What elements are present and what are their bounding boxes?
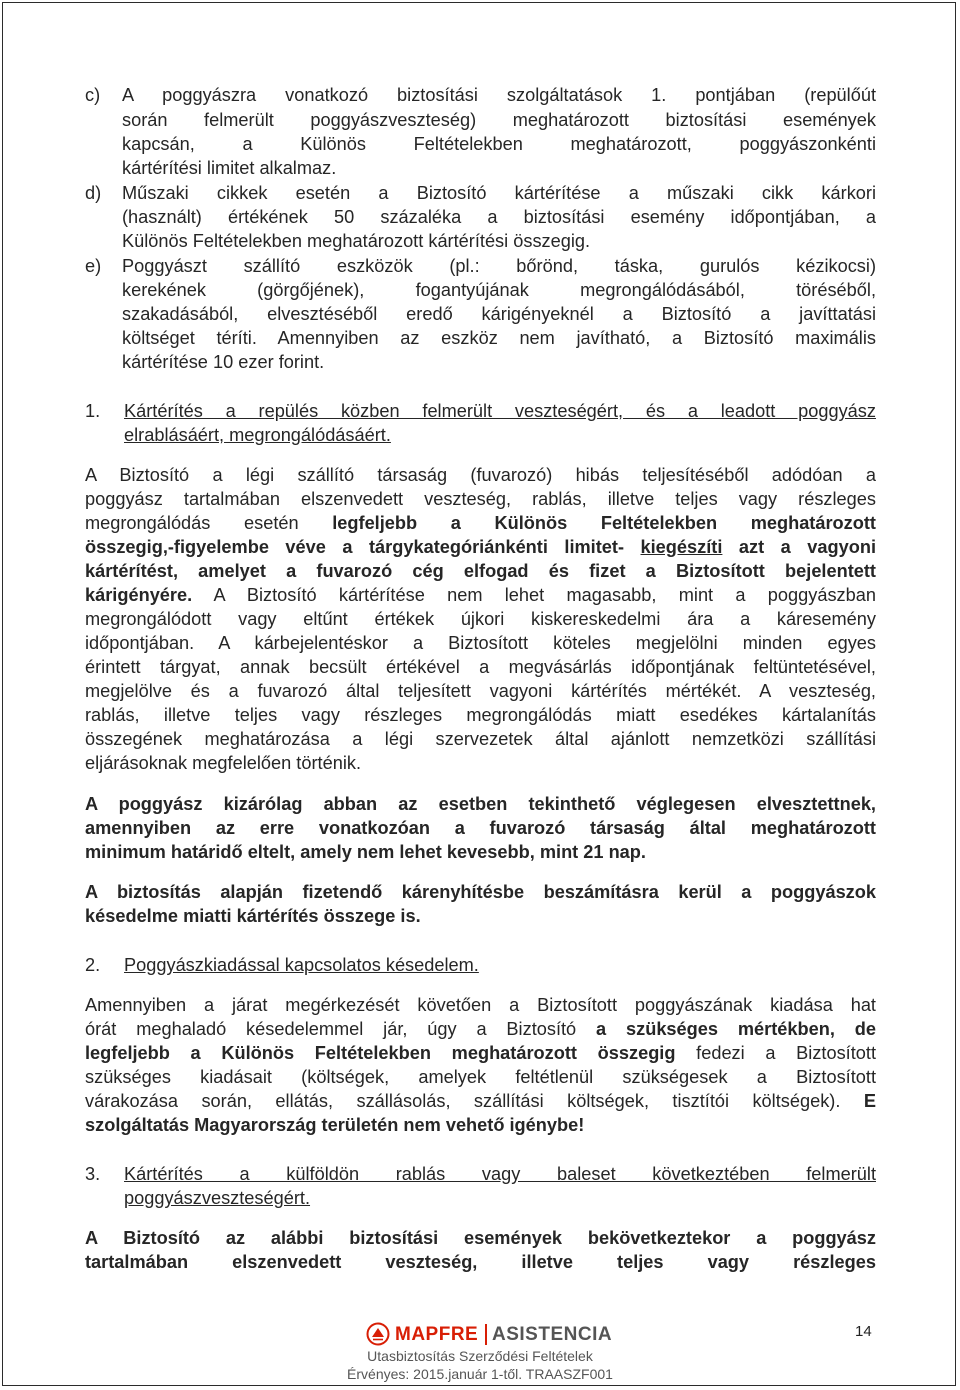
s1-p3-line-2: késedelme miatti kártérítés összege is. bbox=[85, 906, 421, 926]
section-1-heading-line-2: elrablásáért, megrongálódásáért. bbox=[124, 425, 391, 445]
logo-divider bbox=[485, 1324, 487, 1345]
list-label-e: e) bbox=[85, 256, 102, 276]
brand-name: MAPFRE bbox=[395, 1324, 479, 1345]
item-e-line-1: Poggyászt szállító eszközök (pl.: bőrönd, táska, gurulós kézikocsi) bbox=[122, 256, 876, 276]
item-c-line-2: során felmerült poggyászveszteség) meghatározott biztosítási események bbox=[122, 110, 876, 130]
mapfre-asistencia-logo bbox=[366, 1322, 613, 1348]
s1-p1-line-10: megjelölve és a fuvarozó által teljesített vagyoni kártérítés mértékét. A veszteség, bbox=[85, 681, 876, 701]
item-e-line-5: kártérítése 10 ezer forint. bbox=[122, 352, 325, 372]
item-c-line-3: kapcsán, a Különös Feltételekben meghatározott, poggyászonkénti bbox=[122, 134, 876, 154]
section-3-heading-line-1: Kártérítés a külföldön rablás vagy baleset következtében felmerült bbox=[124, 1164, 876, 1184]
s2-p-line-1: Amennyiben a járat megérkezését követően a Biztosított poggyászának kiadása hat bbox=[85, 995, 876, 1015]
s1-p1-line-13: eljárásoknak megfelelően történik. bbox=[85, 753, 362, 773]
item-d-line-3: Különös Feltételekben meghatározott kártérítési összegig. bbox=[122, 231, 591, 251]
mapfre-emblem-icon bbox=[366, 1322, 390, 1346]
item-d-line-2: (használt) értékének 50 százaléka a biztosítási esemény időpontjában, a bbox=[122, 207, 876, 227]
item-e-line-4: költséget téríti. Amennyiben az eszköz nem javítható, a Biztosító maximális bbox=[122, 328, 876, 348]
item-e-line-3: szakadásából, elvesztéséből eredő kárigényeknél a Biztosító a javíttatási bbox=[122, 304, 876, 324]
list-label-d: d) bbox=[85, 183, 102, 203]
item-d-line-1: Műszaki cikkek esetén a Biztosító kártérítése a műszaki cikk kárkori bbox=[122, 183, 876, 203]
page-number: 14 bbox=[855, 1323, 872, 1340]
s1-p1-line-12: összegének meghatározása a légi szervezetek által ajánlott nemzetközi szállítási bbox=[85, 729, 876, 749]
section-3-number: 3. bbox=[85, 1164, 101, 1184]
s3-p-line-2: tartalmában elszenvedett veszteség, illetve teljes vagy részleges bbox=[85, 1252, 876, 1272]
s1-p1-line-5: kártérítést, amelyet a fuvarozó cég elfogad és fizet a Biztosított bejelentett bbox=[85, 561, 876, 581]
s2-p-line-6: szolgáltatás Magyarország területén nem vehető igénybe! bbox=[85, 1115, 585, 1135]
s1-p1-line-3: megrongálódás esetén legfeljebb a Különös Feltételekben meghatározott bbox=[85, 513, 876, 533]
s1-p1-line-1: A Biztosító a légi szállító társaság (fuvarozó) hibás teljesítéséből adódóan a bbox=[85, 465, 876, 485]
s2-p-line-4: szükséges kiadásait (költségek, amelyek feltétlenül szükségesek a Biztosított bbox=[85, 1067, 876, 1087]
s2-p-line-5: várakozása során, ellátás, szállásolás, szállítási költségek, tisztítói költségek). E bbox=[85, 1091, 876, 1111]
list-label-c: c) bbox=[85, 85, 101, 105]
s1-p1-line-8: időpontjában. A kárbejelentéskor a Biztosított köteles megjelölni minden egyes bbox=[85, 633, 876, 653]
footer-document-title: Utasbiztosítás Szerződési Feltételek bbox=[367, 1348, 593, 1364]
s1-p1-line-6: kárigényére. A Biztosító kártérítése nem lehet magasabb, mint a poggyászban bbox=[85, 585, 876, 605]
s1-p1-line-7: megrongálódott vagy eltűnt értékek újkori kiskereskedelmi ára a káresemény bbox=[85, 609, 876, 629]
s1-p1-line-9: érintett tárgyat, annak becsült értékével a megvásárlás időpontjának feltüntetésével, bbox=[85, 657, 876, 677]
s1-p2-line-1: A poggyász kizárólag abban az esetben tekinthető véglegesen elvesztettnek, bbox=[85, 794, 876, 814]
s1-p2-line-3: minimum határidő eltelt, amely nem lehet kevesebb, mint 21 nap. bbox=[85, 842, 646, 862]
s2-p-line-2: órát meghaladó késedelemmel jár, úgy a Biztosító a szükséges mértékben, de bbox=[85, 1019, 876, 1039]
s2-p-line-3: legfeljebb a Különös Feltételekben meghatározott összegig fedezi a Biztosított bbox=[85, 1043, 877, 1063]
s1-p1-line-2: poggyász tartalmában elszenvedett veszteség, rablás, illetve teljes vagy részleges bbox=[85, 489, 876, 509]
s1-p1-line-4: összegig,-figyelembe véve a tárgykategóriánkénti limitet- kiegészíti azt a vagyoni bbox=[85, 537, 876, 557]
s1-p3-line-1: A biztosítás alapján fizetendő kárenyhítésbe beszámításra kerül a poggyászok bbox=[85, 882, 876, 902]
section-1-heading-line-1: Kártérítés a repülés közben felmerült veszteségért, és a leadott poggyász bbox=[124, 401, 876, 421]
footer-validity: Érvényes: 2015.január 1-től. TRAASZF001 bbox=[347, 1366, 613, 1382]
s3-p-line-1: A Biztosító az alábbi biztosítási események bekövetkeztekor a poggyász bbox=[85, 1228, 876, 1248]
section-2-number: 2. bbox=[85, 955, 101, 975]
s1-p2-line-2: amennyiben az erre vonatkozóan a fuvarozó társaság által meghatározott bbox=[85, 818, 876, 838]
item-c-line-1: A poggyászra vonatkozó biztosítási szolgáltatások 1. pontjában (repülőút bbox=[122, 85, 876, 105]
brand-subname: ASISTENCIA bbox=[492, 1324, 613, 1345]
s1-p1-line-11: rablás, illetve teljes vagy részleges megrongálódás miatt esedékes kártalanítás bbox=[85, 705, 876, 725]
item-e-line-2: kerekének (görgőjének), fogantyújának megrongálódásából, töréséből, bbox=[122, 280, 876, 300]
section-3-heading-line-2: poggyászveszteségért. bbox=[124, 1188, 311, 1208]
section-1-number: 1. bbox=[85, 401, 101, 421]
item-c-line-4: kártérítési limitet alkalmaz. bbox=[122, 158, 337, 178]
section-2-heading: Poggyászkiadással kapcsolatos késedelem. bbox=[124, 955, 479, 975]
